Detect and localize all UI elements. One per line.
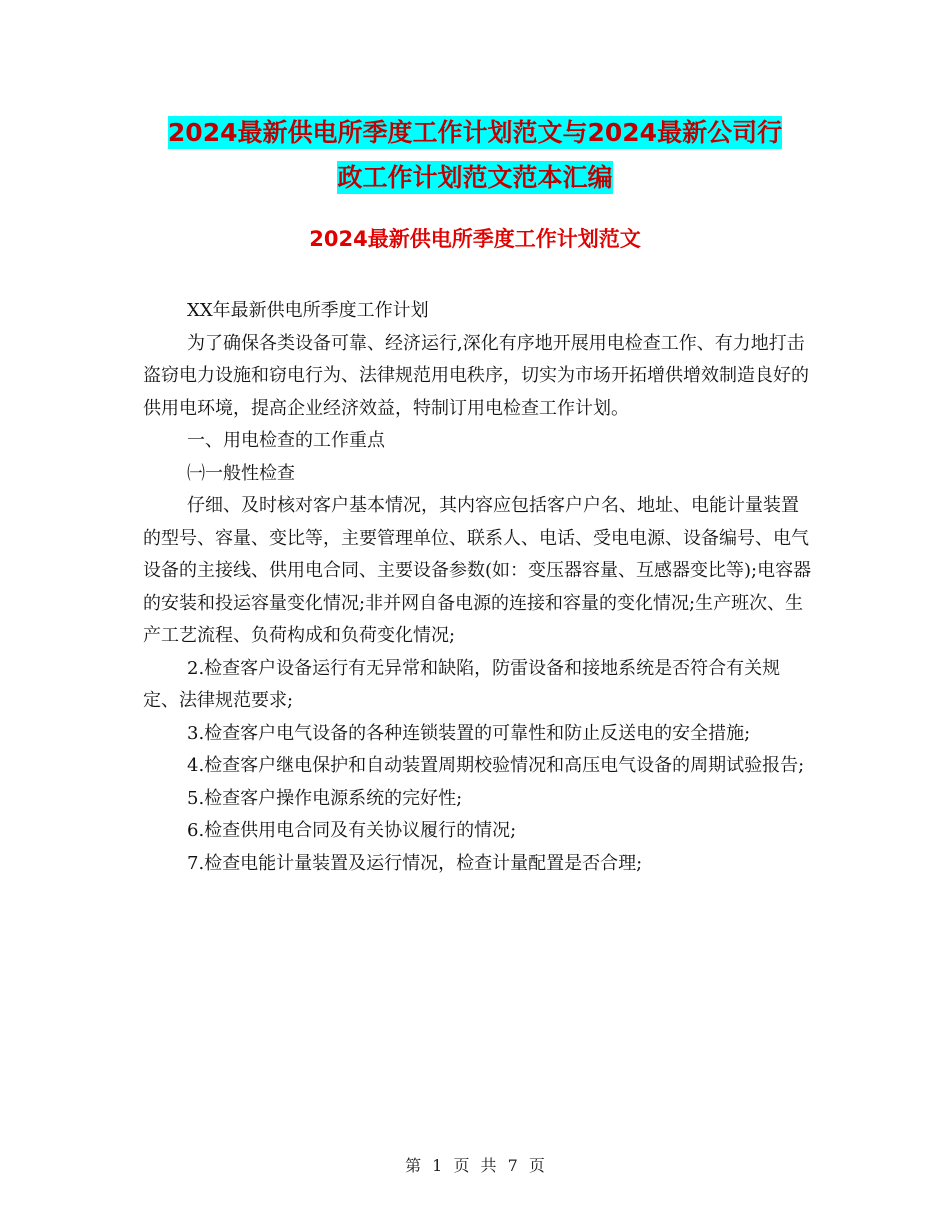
- paragraph: ㈠一般性检查: [187, 462, 295, 484]
- paragraph: XX年最新供电所季度工作计划: [187, 300, 429, 321]
- paragraph: 一、用电检查的工作重点: [187, 430, 385, 451]
- paragraph: 为了确保各类设备可靠、经济运行,深化有序地开展用电检查工作、有力地打击盗窃电力设施和窃电行为、法律规范用电秩序，切实为市场开拓增供增效制造良好的供用电环境，提高企业经济效益，特制订用电检查工作计划。: [143, 332, 809, 419]
- paragraph: 5.检查客户操作电源系统的完好性;: [187, 787, 463, 809]
- page-footer: 第 1 页 共 7 页: [405, 1156, 545, 1175]
- section-title: 2024最新供电所季度工作计划范文: [309, 227, 641, 251]
- document-body: [143, 295, 813, 880]
- paragraph: 6.检查供用电合同及有关协议履行的情况;: [187, 820, 517, 841]
- paragraph: 4.检查客户继电保护和自动装置周期校验情况和高压电气设备的周期试验报告;: [187, 755, 805, 776]
- paragraph: 2.检查客户设备运行有无异常和缺陷，防雷设备和接地系统是否符合有关规定、法律规范要求;: [143, 657, 781, 711]
- document-title-line-1: 2024最新供电所季度工作计划范文与2024最新公司行: [167, 118, 783, 147]
- paragraph: 3.检查客户电气设备的各种连锁装置的可靠性和防止反送电的安全措施;: [187, 722, 751, 744]
- paragraph: 7.检查电能计量装置及运行情况，检查计量配置是否合理;: [187, 852, 643, 874]
- paragraph: 仔细、及时核对客户基本情况，其内容应包括客户户名、地址、电能计量装置的型号、容量、变比等，主要管理单位、联系人、电话、受电电源、设备编号、电气设备的主接线、供用电合同、主要设备参数(如：变压器容量、互感器变比等);电容器的安装和投运容量变化情况;非并网自备电源的连接和容量的变化情况;生产班次、生产工艺流程、负荷构成和负荷变化情况;: [143, 495, 812, 646]
- document-title-line-2: 政工作计划范文范本汇编: [337, 163, 613, 192]
